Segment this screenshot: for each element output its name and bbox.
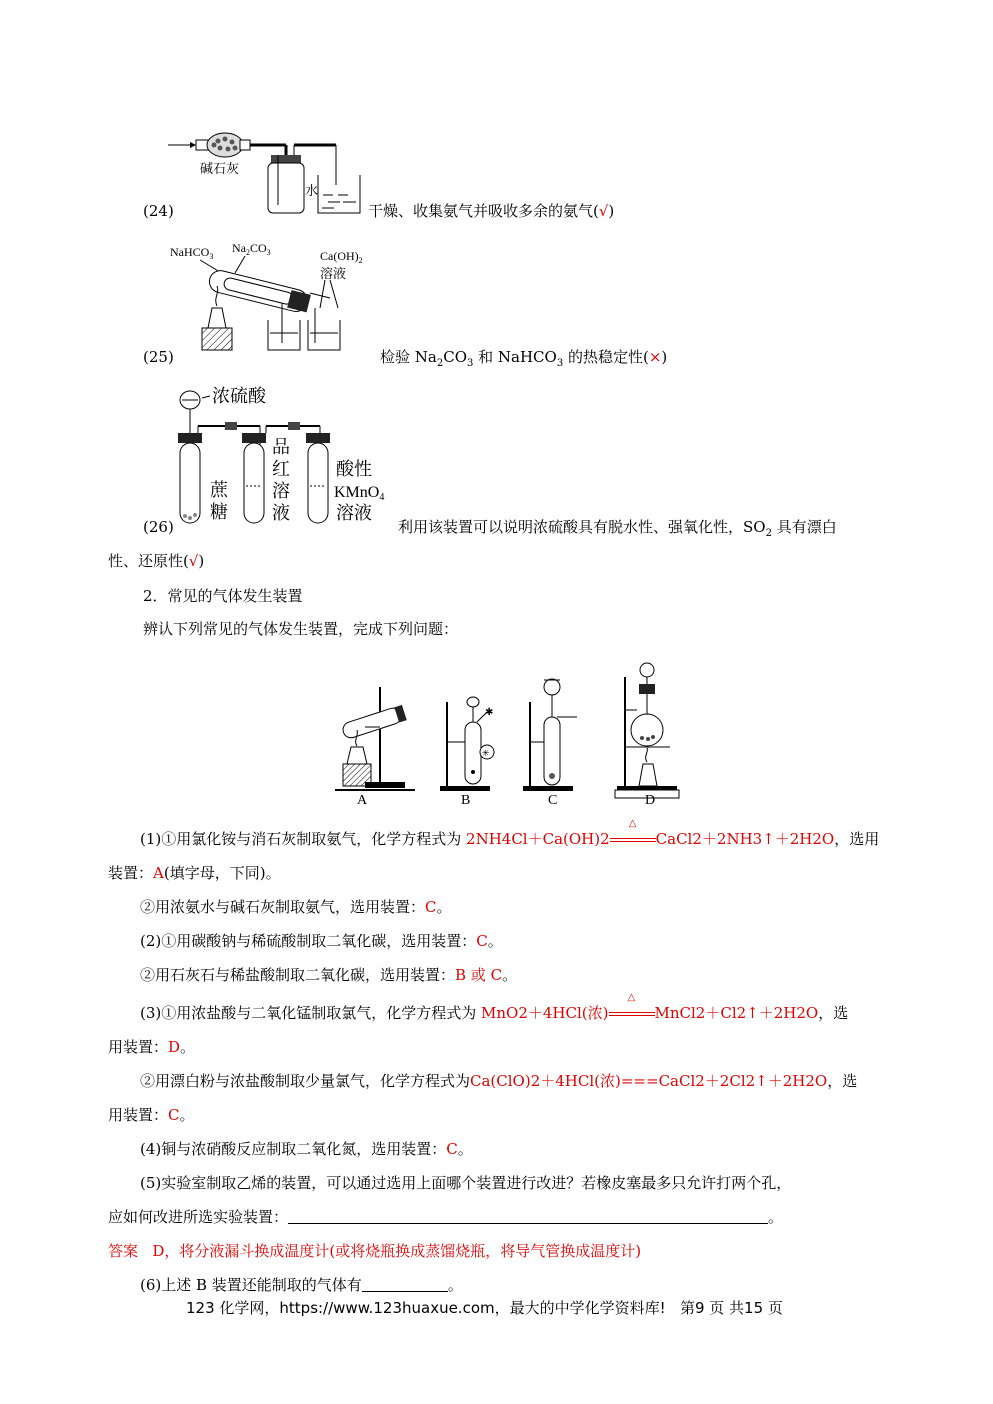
q3b-equation: Ca(ClO)2＋4HCl(浓)===CaCl2＋2Cl2↑＋2H2O [470, 1072, 828, 1090]
q3a-equation [481, 992, 819, 1022]
svg-text:✳: ✳ [482, 748, 490, 758]
q1a-line2-prompt: 装置： [108, 864, 154, 882]
section-2-intro: 辨认下列常见的气体发生装置，完成下列问题： [143, 620, 459, 638]
label-kmno4-solution: 溶液 [336, 503, 372, 523]
q4-period: 。 [457, 1140, 473, 1158]
q2a-period: 。 [487, 932, 503, 950]
item-25-text-b: CO [443, 348, 467, 366]
question-3a [140, 992, 901, 1023]
item-26-text-a: 利用该装置可以说明浓硫酸具有脱水性、强氧化性，SO [398, 518, 766, 536]
item-25-close: ) [661, 348, 668, 366]
apparatus-d [615, 663, 679, 798]
question-2b [140, 964, 901, 985]
item-25-mark: × [648, 348, 662, 366]
item-26-number: (26) [143, 518, 174, 536]
label-sucrose: 蔗 [210, 480, 228, 500]
label-sucrose-2: 糖 [210, 502, 228, 522]
q3a-eq-left: MnO2＋4HCl(浓) [481, 1004, 609, 1022]
question-4 [140, 1138, 901, 1159]
item-26-mark: √ [188, 552, 199, 570]
question-3a-line2 [108, 1036, 901, 1057]
q2b-answer: B 或 C [455, 966, 503, 984]
label-a: A [357, 793, 368, 808]
label-solution: 溶液 [320, 266, 347, 281]
label-kmno4: KMnO4 [334, 484, 385, 503]
label-conc-sulfuric: 浓硫酸 [212, 386, 266, 406]
apparatus-25-figure [170, 238, 380, 353]
q5-answer-blank[interactable] [288, 1209, 768, 1224]
item-26-text-c: 性、还原性( [108, 552, 189, 570]
item-25-number: (25) [143, 348, 174, 366]
item-25-text-a: 检验 Na [380, 348, 437, 366]
q6-prompt: (6)上述 B 装置还能制取的气体有 [140, 1276, 362, 1294]
footer-site-text: 123 化学网，https://www.123huaxue.com，最大的中学化学资料库! [186, 1299, 666, 1317]
item-26-text-b: 具有漂白 [771, 518, 837, 536]
q1a-post: ，选用 [834, 830, 880, 848]
q3b-period: 。 [179, 1106, 195, 1124]
question-3b [140, 1070, 901, 1091]
section-2-title: 2．常见的气体发生装置 [143, 587, 303, 605]
label-pinhong-4: 液 [272, 503, 290, 523]
label-pinhong-3: 溶 [272, 481, 290, 501]
label-water: 水 [305, 183, 319, 198]
label-pinhong: 品 [272, 437, 290, 457]
question-2a [140, 930, 901, 951]
question-1b [140, 896, 901, 917]
q1a-eq-left: 2NH4Cl＋Ca(OH)2 [466, 830, 610, 848]
q3b-answer: C [168, 1106, 180, 1124]
q1b-prompt: ②用浓氨水与碱石灰制取氨气，选用装置： [140, 898, 426, 916]
q1a-answer: A [153, 864, 164, 882]
label-pinhong-2: 红 [272, 459, 290, 479]
q3b-prompt: ②用漂白粉与浓盐酸制取少量氯气，化学方程式为 [140, 1072, 471, 1090]
question-1a [140, 818, 901, 849]
item-24-number: (24) [143, 202, 174, 220]
item-25-text-c: 和 NaHCO [473, 348, 557, 366]
q2a-answer: C [476, 932, 488, 950]
q6-period: 。 [447, 1276, 463, 1294]
label-caoh2: $Ca(OH)_2$ [320, 249, 363, 265]
svg-text:✱: ✱ [485, 707, 494, 718]
apparatus-c [523, 679, 577, 791]
label-na2co3: $Na_2CO_3$ [232, 241, 271, 257]
item-26-text-line2 [108, 550, 204, 571]
question-1a-line2 [108, 862, 901, 883]
q3a-period: 。 [180, 1038, 196, 1056]
apparatus-a [335, 687, 415, 790]
item-25-text-d: 的热稳定性( [563, 348, 649, 366]
label-acidic: 酸性 [336, 459, 372, 479]
q6-answer-blank[interactable] [362, 1277, 448, 1292]
answer-label: 答案 [108, 1242, 139, 1260]
apparatus-24-figure [168, 125, 368, 220]
question-6 [140, 1274, 901, 1295]
answer-line [108, 1240, 901, 1261]
q3a-eq-right: MnCl2＋Cl2↑＋2H2O [654, 1004, 819, 1022]
item-26-text: 利用该装置可以说明浓硫酸具有脱水性、强氧化性，$SO_2$ 具有漂白 [398, 518, 837, 539]
q1b-answer: C [425, 898, 437, 916]
heat-symbol: △ [610, 830, 656, 848]
gas-generation-apparatus-figure [325, 652, 685, 812]
q1a-eq-right: CaCl2＋2NH3↑＋2H2O [655, 830, 835, 848]
heat-symbol-2: △ [609, 1004, 655, 1022]
q1a-line2-post: (填字母，下同)。 [163, 864, 281, 882]
answer-text: D，将分液漏斗换成温度计(或将烧瓶换成蒸馏烧瓶，将导气管换成温度计) [152, 1242, 642, 1260]
footer [186, 1297, 783, 1318]
q3a-post: ，选 [818, 1004, 849, 1022]
question-5-line2 [108, 1206, 901, 1227]
q2b-period: 。 [502, 966, 518, 984]
question-5: (5)实验室制取乙烯的装置，可以通过选用上面哪个装置进行改进？若橡皮塞最多只允许打两个孔， [140, 1174, 792, 1192]
q1b-period: 。 [436, 898, 452, 916]
label-c: C [548, 793, 558, 808]
item-24-close: ) [608, 202, 615, 220]
q3a-answer: D [168, 1038, 181, 1056]
footer-page-number: 第9 页 共15 页 [679, 1299, 783, 1317]
q2a-prompt: (2)①用碳酸钠与稀硫酸制取二氧化碳，选用装置： [140, 932, 477, 950]
q3a-prompt: (3)①用浓盐酸与二氧化锰制取氯气，化学方程式为 [140, 1004, 477, 1022]
q5-period: 。 [768, 1208, 784, 1226]
item-25-text: 检验 $Na_2CO_3$ 和 NaHCO$_3$ 的热稳定性(×) [380, 348, 668, 369]
q1a-prompt: (1)①用氯化铵与消石灰制取氨气，化学方程式为 [140, 830, 462, 848]
q1a-equation [466, 818, 835, 848]
q3b-line2-prompt: 用装置： [108, 1106, 169, 1124]
item-24-description: 干燥、收集氨气并吸收多余的氨气( [368, 202, 599, 220]
item-24-mark: √ [598, 202, 609, 220]
label-nahco3: NaHCO$_3$ [170, 245, 214, 261]
item-26-close: ) [198, 552, 205, 570]
label-d: D [645, 793, 656, 808]
question-3b-line2 [108, 1104, 901, 1125]
label-soda-lime: 碱石灰 [200, 161, 240, 176]
apparatus-b [440, 697, 494, 791]
q5-prompt: 应如何改进所选实验装置： [108, 1208, 289, 1226]
label-b: B [461, 793, 471, 808]
q2b-prompt: ②用石灰石与稀盐酸制取二氧化碳，选用装置： [140, 966, 456, 984]
q3a-line2-prompt: 用装置： [108, 1038, 169, 1056]
q3b-post: ，选 [827, 1072, 858, 1090]
apparatus-26-figure [170, 378, 390, 528]
item-24-text [368, 200, 614, 221]
q4-answer: C [446, 1140, 458, 1158]
q4-prompt: (4)铜与浓硝酸反应制取二氧化氮，选用装置： [140, 1140, 447, 1158]
